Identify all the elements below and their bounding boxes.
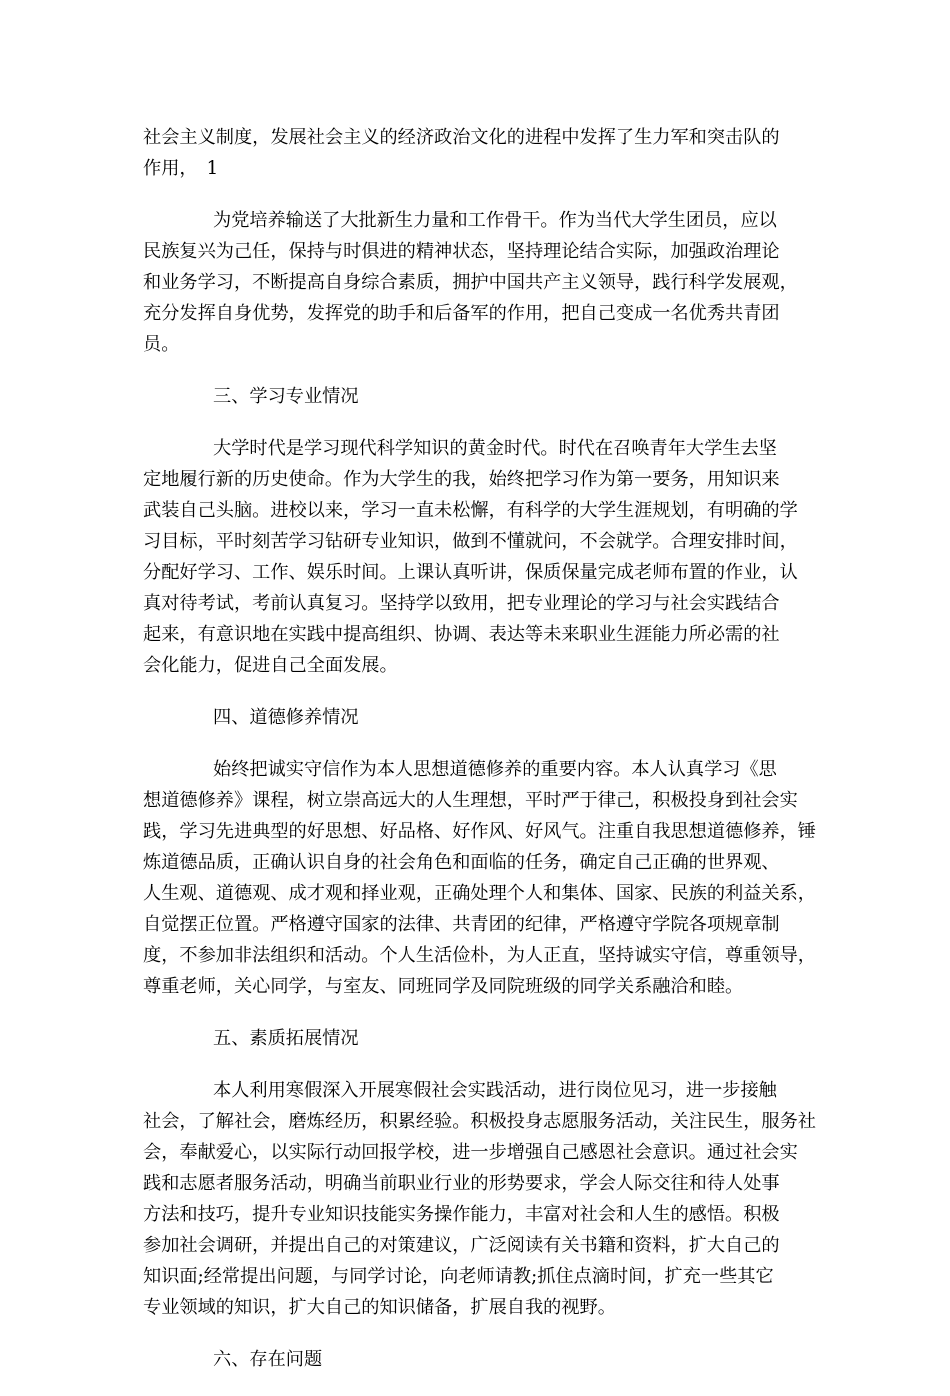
text-line: 作用， 1	[143, 158, 219, 179]
section-heading-morality: 四、道德修养情况	[213, 707, 359, 728]
section-heading-study: 三、学习专业情况	[213, 386, 359, 407]
text-line: 员。	[143, 334, 180, 355]
text-line: 专业领域的知识，扩大自己的知识储备，扩展自我的视野。	[143, 1297, 616, 1318]
text-line: 想道德修养》课程，树立崇高远大的人生理想，平时严于律己，积极投身到社会实	[143, 790, 798, 811]
text-line: 和业务学习，不断提高自身综合素质，拥护中国共产主义领导，践行科学发展观，	[143, 272, 798, 293]
text-line: 起来，有意识地在实践中提高组织、协调、表达等未来职业生涯能力所必需的社	[143, 624, 780, 645]
text-line: 自觉摆正位置。严格遵守国家的法律、共青团的纪律，严格遵守学院各项规章制	[143, 914, 780, 935]
section-heading-problems: 六、存在问题	[213, 1349, 323, 1370]
text-line: 践和志愿者服务活动，明确当前职业行业的形势要求，学会人际交往和待人处事	[143, 1173, 780, 1194]
text-line: 知识面;经常提出问题，与同学讨论，向老师请教;抓住点滴时间，扩充一些其它	[143, 1266, 774, 1287]
text-line: 大学时代是学习现代科学知识的黄金时代。时代在召唤青年大学生去坚	[213, 438, 777, 459]
paragraph-continuation	[143, 122, 809, 184]
text-line: 炼道德品质，正确认识自身的社会角色和面临的任务，确定自己正确的世界观、	[143, 852, 780, 873]
text-line: 社会主义制度，发展社会主义的经济政治文化的进程中发挥了生力军和突击队的	[143, 127, 780, 148]
text-line: 民族复兴为己任，保持与时俱进的精神状态，坚持理论结合实际，加强政治理论	[143, 241, 780, 262]
document-body	[143, 122, 816, 1396]
text-line: 尊重老师，关心同学，与室友、同班同学及同院班级的同学关系融洽和睦。	[143, 976, 744, 997]
paragraph-league-member	[143, 205, 809, 360]
paragraph-quality	[143, 1075, 816, 1323]
text-line: 践，学习先进典型的好思想、好品格、好作风、好风气。注重自我思想道德修养，锤	[143, 821, 816, 842]
text-line: 为党培养输送了大批新生力量和工作骨干。作为当代大学生团员，应以	[213, 210, 777, 231]
text-line: 度，不参加非法组织和活动。个人生活俭朴，为人正直，坚持诚实守信，尊重领导，	[143, 945, 816, 966]
text-line: 充分发挥自身优势，发挥党的助手和后备军的作用，把自己变成一名优秀共青团	[143, 303, 780, 324]
text-line: 始终把诚实守信作为本人思想道德修养的重要内容。本人认真学习《思	[213, 759, 777, 780]
text-line: 参加社会调研，并提出自己的对策建议，广泛阅读有关书籍和资料，扩大自己的	[143, 1235, 780, 1256]
text-line: 会化能力，促进自己全面发展。	[143, 655, 398, 676]
text-line: 真对待考试，考前认真复习。坚持学以致用，把专业理论的学习与社会实践结合	[143, 593, 780, 614]
text-line: 武装自己头脑。进校以来，学习一直未松懈，有科学的大学生涯规划，有明确的学	[143, 500, 798, 521]
section-heading-quality: 五、素质拓展情况	[213, 1028, 359, 1049]
text-line: 人生观、道德观、成才观和择业观，正确处理个人和集体、国家、民族的利益关系，	[143, 883, 816, 904]
text-line: 方法和技巧，提升专业知识技能实务操作能力，丰富对社会和人生的感悟。积极	[143, 1204, 780, 1225]
text-line: 社会，了解社会，磨炼经历，积累经验。积极投身志愿服务活动，关注民生，服务社	[143, 1111, 816, 1132]
text-line: 定地履行新的历史使命。作为大学生的我，始终把学习作为第一要务，用知识来	[143, 469, 780, 490]
text-line: 本人利用寒假深入开展寒假社会实践活动，进行岗位见习，进一步接触	[213, 1080, 777, 1101]
paragraph-study	[143, 433, 809, 681]
text-line: 分配好学习、工作、娱乐时间。上课认真听讲，保质保量完成老师布置的作业，认	[143, 562, 798, 583]
text-line: 会，奉献爱心，以实际行动回报学校，进一步增强自己感恩社会意识。通过社会实	[143, 1142, 798, 1163]
text-line: 习目标，平时刻苦学习钻研专业知识，做到不懂就问，不会就学。合理安排时间，	[143, 531, 798, 552]
paragraph-morality	[143, 754, 816, 1002]
